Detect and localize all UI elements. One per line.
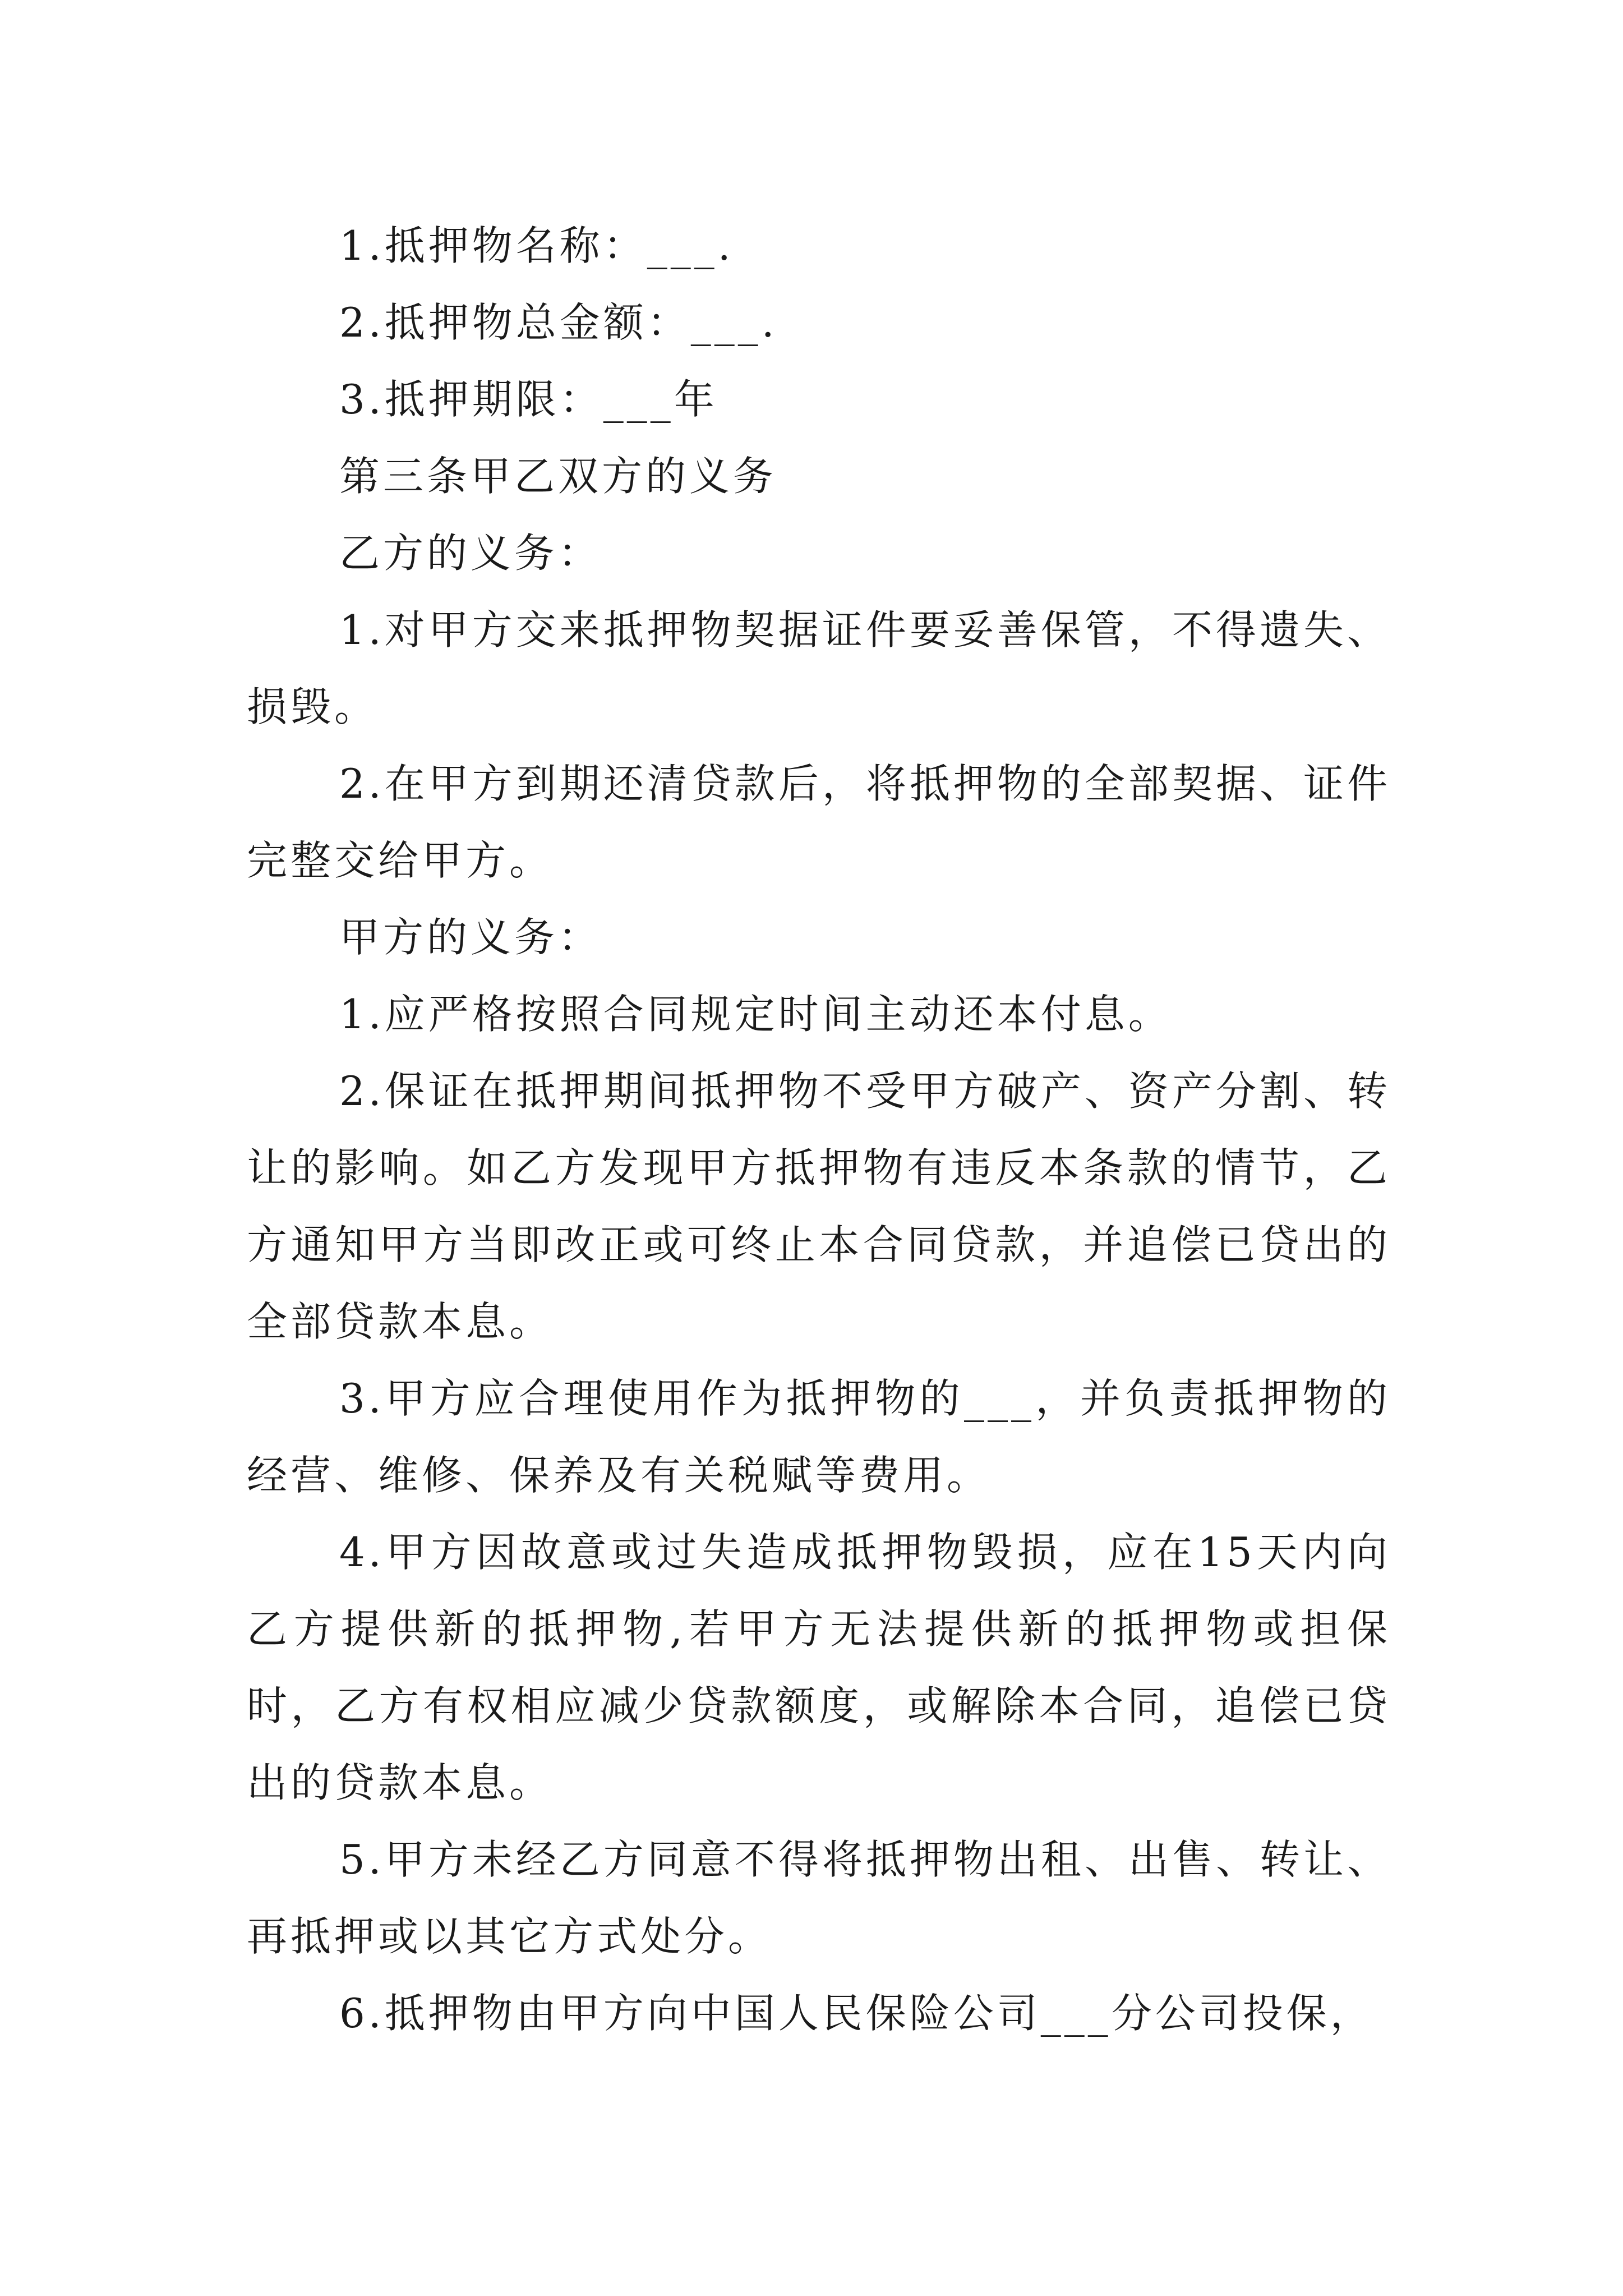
party-b-obligation-2: 2.在甲方到期还清贷款后，将抵押物的全部契据、证件完整交给甲方。 [247,760,1391,884]
party-a-obligation-6: 6.抵押物由甲方向中国人民保险公司___分公司投保， [339,1990,1374,2037]
document-body [247,208,1391,2052]
party-b-obligations-heading: 乙方的义务： [339,530,602,577]
party-a-obligation-5: 5.甲方未经乙方同意不得将抵押物出租、出售、转让、再抵押或以其它方式处分。 [247,1836,1391,1960]
party-a-obligation-4: 4.甲方因故意或过失造成抵押物毁损，应在15天内向乙方提供新的抵押物,若甲方无法提供新的抵押物或担保时，乙方有权相应减少贷款额度，或解除本合同，追偿已贷出的贷款本息。 [247,1529,1391,1806]
party-b-obligation-1: 1.对甲方交来抵押物契据证件要妥善保管，不得遗失、损毁。 [247,606,1391,730]
paragraph-mortgage-term: 3.抵押期限：___年 [339,376,718,423]
article-three-heading: 第三条甲乙双方的义务 [339,453,777,500]
paragraph-collateral-total-amount: 2.抵押物总金额：___. [339,299,778,346]
party-a-obligation-1: 1.应严格按照合同规定时间主动还本付息。 [339,991,1172,1038]
party-a-obligation-3: 3.甲方应合理使用作为抵押物的___，并负责抵押物的经营、维修、保养及有关税赋等费用。 [247,1375,1391,1499]
party-a-obligation-2: 2.保证在抵押期间抵押物不受甲方破产、资产分割、转让的影响。如乙方发现甲方抵押物有违反本条款的情节，乙方通知甲方当即改正或可终止本合同贷款，并追偿已贷出的全部贷款本息。 [247,1068,1391,1345]
paragraph-collateral-name: 1.抵押物名称：___. [339,222,734,269]
party-a-obligations-heading: 甲方的义务： [339,914,602,961]
